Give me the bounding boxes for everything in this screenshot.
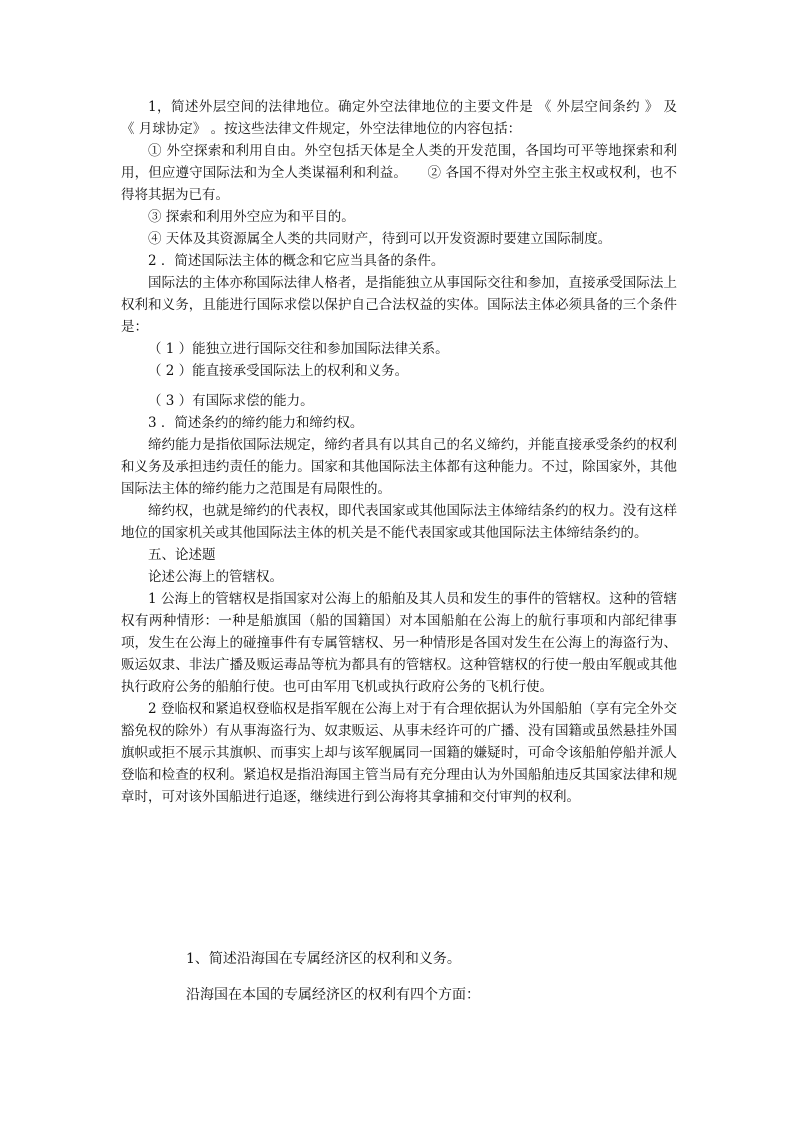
section-5-question: 论述公海上的管辖权。: [148, 569, 283, 585]
question-2-condition-2: （ 2 ）能直接承受国际法上的权利和义务。: [148, 363, 409, 379]
question-1-title: 1，简述外层空间的法律地位。确定外空法律地位的主要文件是 《 外层空间条约 》 及 《 月球协定》 。按这些法律文件规定，外空法律地位的内容包括：: [121, 99, 677, 137]
question-2-condition-3: （ 3 ）有国际求偿的能力。: [148, 393, 314, 409]
question-2-condition-1: （ 1 ）能独立进行国际交往和参加国际法律关系。: [148, 341, 449, 357]
question-3-title: 3 ．简述条约的缔约能力和缔约权。: [148, 415, 364, 431]
section-5-paragraph-2: 2 登临权和紧追权登临权是指军舰在公海上对于有合理依据认为外国船舶（享有完全外交豁免权的除外）有从事海盗行为、奴隶贩运、从事未经许可的广播、没有国籍或虽然悬挂外国旗帜或拒不展示其旗帜、而事实上却与该军舰属同一国籍的嫌疑时，可命令该船舶停船并派人登临和检查的权利。紧追权是指沿海国主管当局有充分理由认为外国船舶违反其国家法律和规章时，可对该外国船进行追逐，继续进行到公海将其拿捕和交付审判的权利。: [121, 701, 677, 805]
question-1-item-4: ④ 天体及其资源属全人类的共同财产，待到可以开发资源时要建立国际制度。: [148, 231, 612, 247]
section-2-question-title: 1、简述沿海国在专属经济区的权利和义务。: [186, 951, 461, 967]
section-2-paragraph: 沿海国在本国的专属经济区的权利有四个方面：: [186, 987, 480, 1003]
question-2-paragraph: 国际法的主体亦称国际法律人格者，是指能独立从事国际交往和参加，直接承受国际法上权利和义务，且能进行国际求偿以保护自己合法权益的实体。国际法主体必须具备的三个条件是：: [121, 275, 677, 335]
question-3-paragraph-2: 缔约权，也就是缔约的代表权，即代表国家或其他国际法主体缔结条约的权力。没有这样地位的国家机关或其他国际法主体的机关是不能代表国家或其他国际法主体缔结条约的。: [121, 503, 677, 541]
question-2-title: 2 ．简述国际法主体的概念和它应当具备的条件。: [148, 253, 445, 269]
answer-section-2: [186, 948, 686, 1006]
section-5-heading: 五、论述题: [148, 547, 216, 563]
question-1-item-1-2: ① 外空探索和利用自由。外空包括天体是全人类的开发范围，各国均可平等地探索和利用，但应遵守国际法和为全人类谋福利和利益。 ② 各国不得对外空主张主权或权利，也不得将其据为已有。: [121, 143, 677, 203]
section-5-paragraph-1: 1 公海上的管辖权是指国家对公海上的船舶及其人员和发生的事件的管辖权。这种的管辖权有两种情形：一种是船旗国（船的国籍国）对本国船舶在公海上的航行事项和内部纪律事项，发生在公海上的碰撞事件有专属管辖权、另一种情形是各国对发生在公海上的海盗行为、贩运奴隶、非法广播及贩运毒品等杭为都具有的管辖权。这种管辖权的行使一般由军舰或其他执行政府公务的船舶行使。也可由军用飞机或执行政府公务的飞机行使。: [121, 591, 677, 695]
question-1-item-3: ③ 探索和利用外空应为和平目的。: [148, 209, 355, 225]
answer-section-1: [121, 96, 677, 808]
question-3-paragraph-1: 缔约能力是指依国际法规定，缔约者具有以其自己的名义缔约，并能直接承受条约的权利和义务及承担违约责任的能力。国家和其他国际法主体都有这种能力。不过，除国家外，其他国际法主体的缔约能力之范围是有局限性的。: [121, 437, 677, 497]
